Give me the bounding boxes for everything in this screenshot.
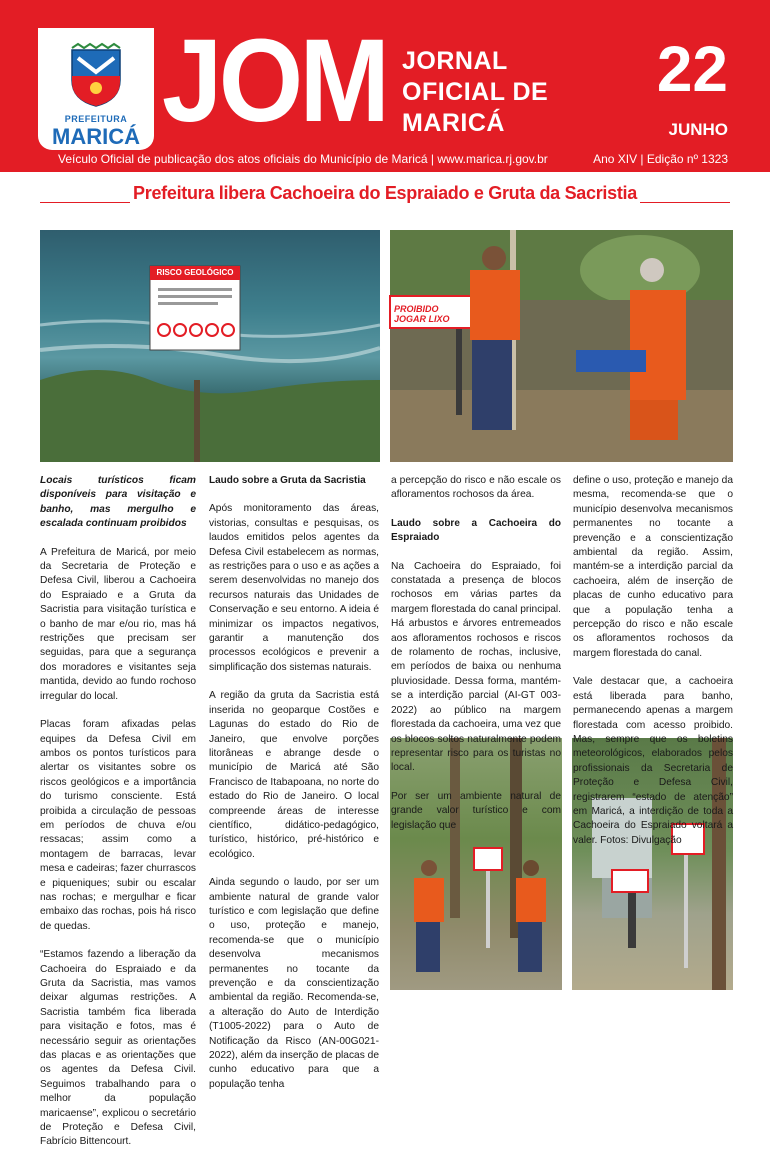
edition-info: Ano XIV | Edição nº 1323: [593, 152, 728, 166]
paragraph: Por ser um ambiente natural de grande valor turístico e com legislação que: [391, 790, 561, 831]
photo-agents-sign: [390, 230, 733, 462]
paragraph: Vale destacar que, a cachoeira está liberada para banho, permanecendo apenas a margem florestada com acesso proibido. Mas, sempre que os boletins meteorológicos, elaborados pelos profissionais da Secretaria de Proteção e Defesa Civil, registrarem “estado de atenção” em Maricá, a interdição de toda a Cachoeira do Espraiado voltará a valer. Fotos: Divulgação: [573, 676, 733, 846]
journal-title-line: JORNAL: [402, 47, 508, 75]
paragraph: A região da gruta da Sacristia está inserida no geoparque Costões e Lagunas do estado do Rio de Janeiro, que envolve porções litorâneas e abrange desde o município de Maricá até São Francisco de Itabapoana, no norte do estado do Rio de Janeiro. O local compreende áreas de interesse científico, didático-pedagógico, turístico, histórico, pré-histórico e ecológico.: [209, 690, 379, 860]
subheading: Laudo sobre a Cachoeira do Espraiado: [391, 517, 561, 544]
journal-title-line: OFICIAL DE: [402, 78, 549, 106]
masthead: [0, 0, 770, 172]
no-litter-sign: PROIBIDO JOGAR LIXO: [394, 304, 450, 324]
paragraph: Na Cachoeira do Espraiado, foi constatada a presença de blocos rochosos em várias partes da margem florestada do canal principal. Há arbustos e árvores entremeados aos afloramentos rochosos e riscos de rolamento de rochas, inclusive, em períodos de baixa ou nenhuma pluviosidade. Dessa forma, mantém-se a interdição parcial (AI-GT 003-2022) ao público na margem florestada da cachoeira, uma vez que os blocos soltos naturalmente podem representar risco para os turistas no local.: [391, 560, 561, 774]
headline-rule: [640, 202, 730, 203]
crest-prefix: PREFEITURA: [64, 114, 128, 124]
journal-title-line: MARICÁ: [402, 109, 505, 137]
photo-coast-sign: [40, 230, 380, 462]
tagline: Veículo Oficial de publicação dos atos oficiais do Município de Maricá | www.marica.rj.gov.br: [58, 152, 548, 166]
paragraph: A Prefeitura de Maricá, por meio da Secretaria de Proteção e Defesa Civil, liberou a Cachoeira do Espraiado e a Gruta da Sacristia para visitação turística e o banho de mar e/ou rio, mas há restrições que precisam ser seguidas, para que a segurança dos moradores e visitantes seja mantida, devido ao fundo rochoso irregular do local.: [40, 546, 196, 702]
paragraph: Ainda segundo o laudo, por ser um ambiente natural de grande valor turístico e com legislação que define o uso, proteção e manejo, recomenda-se que o município desenvolva mecanismos permanentes no tocante da prevenção e da conscientização ambiental da região. Recomenda-se, a alteração do Auto de Interdição (T1005-2022) para o Auto de Notificação da Risco (AN-00G021-2022), além da inserção de placas de cunho educativo para que a população tenha: [209, 877, 379, 1090]
issue-day: 22: [656, 33, 728, 105]
article-column-4: [573, 474, 733, 862]
city-crest: [38, 28, 154, 150]
journal-title: [402, 46, 548, 139]
paragraph: Placas foram afixadas pelas equipes da Defesa Civil em ambos os pontos turísticos para alertar os visitantes sobre os riscos geológicos e a importância do turismo consciente. Está proibida a circulação de pessoas em períodos de chuva e/ou ressacas; assim como a montagem de barracas, levar mesa e cadeiras; fazer churrascos e piqueniques; subir ou escalar nas rochas; e mergulhar e ficar embaixo das rochas, pois há risco de quedas.: [40, 719, 196, 932]
issue-month: JUNHO: [668, 120, 728, 139]
article-column-2: [209, 474, 379, 1106]
paragraph: Após monitoramento das áreas, vistorias, consultas e pesquisas, os laudos emitidos pelos agentes da Defesa Civil estabelecem as normas, as restrições para o uso e as ações a serem desenvolvidas no manejo dos recursos naturais das Unidades de Conservação e seu entorno. A ideia é minimizar os impactos negativos, garantir a manutenção dos processos ecológicos e prevenir a simplificação dos sistemas naturais.: [209, 503, 379, 673]
paragraph: a percepção do risco e não escale os afloramentos rochosos da área.: [391, 475, 561, 501]
sign-title: RISCO GEOLÓGICO: [156, 268, 234, 277]
subheading: Laudo sobre a Gruta da Sacristia: [209, 475, 366, 486]
jom-logo: JOM: [162, 15, 387, 147]
paragraph: define o uso, proteção e manejo da mesma, recomenda-se que o município desenvolva mecanismos permanentes no tocante a prevenção e a conscientização ambiental da região. Assim, mantém-se a interdição parcial da cachoeira, além de inserção de placas de cunho educativo para que a população tenha a percepção do risco e não escale os afloramentos rochosos da margem florestada do canal.: [573, 475, 733, 659]
article-column-1: [40, 474, 196, 1164]
article-lead: Locais turísticos ficam disponíveis para visitação e banho, mas mergulho e escalada continuam proibidos: [40, 475, 196, 530]
shield-icon: [68, 46, 124, 108]
article-column-3: [391, 474, 561, 847]
headline: Prefeitura libera Cachoeira do Espraiado e Gruta da Sacristia: [133, 183, 637, 203]
paragraph: “Estamos fazendo a liberação da Cachoeira do Espraiado e da Gruta da Sacristia, mas vamos deixar algumas restrições. A Sacristia também fica liberada para visitação e fotos, mas é necessário seguir as orientações das placas e as orientações que os agentes da Defesa Civil. Seguimos trabalhando para o melhor da população maricaense”, explicou o secretário de Proteção e Defesa Civil, Fabrício Bittencourt.: [40, 949, 196, 1148]
crest-city: MARICÁ: [52, 124, 140, 149]
